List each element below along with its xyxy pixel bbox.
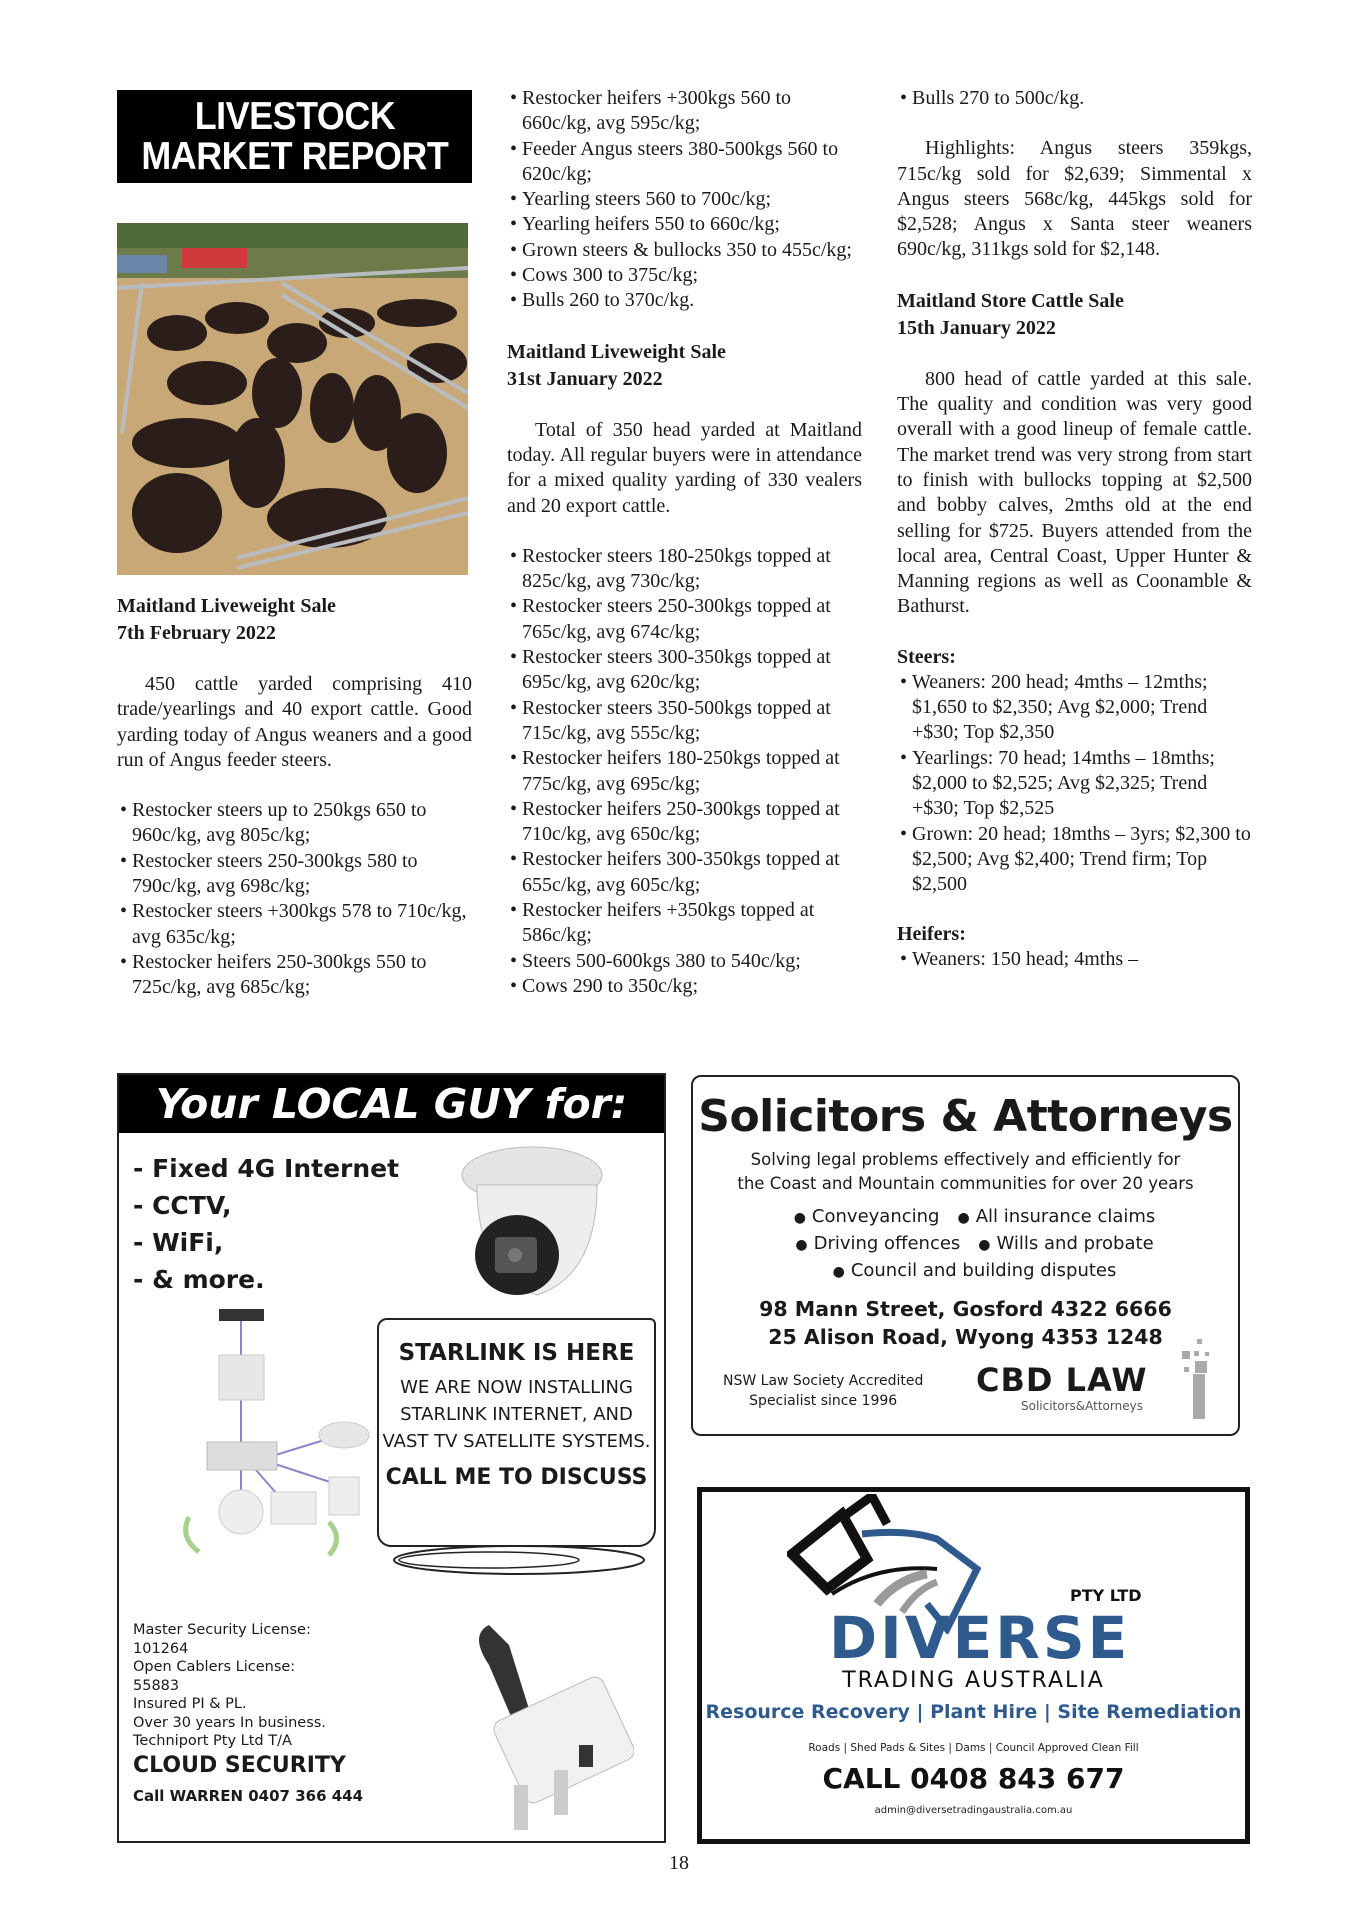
law-address: 98 Mann Street, Gosford 4322 6666 [759,1297,1172,1321]
starlink-body: WE ARE NOW INSTALLING STARLINK INTERNET, AND VAST TV SATELLITE SYSTEMS. [382,1377,651,1452]
license-line: Techniport Pty Ltd T/A [133,1733,292,1749]
sale-date: 7th February 2022 [117,622,276,644]
bullet-icon: ● [795,1237,808,1253]
price-item: • Restocker steers up to 250kgs 650 to 960c/kg, avg 805c/kg; [117,798,472,849]
price-item: • Restocker steers 350-500kgs topped at 715c/kg, avg 555c/kg; [507,696,862,747]
accreditation [723,1371,923,1411]
cbd-law-logo-text: CBD LAW [976,1361,1148,1399]
price-item: • Bulls 270 to 500c/kg. [897,86,1252,111]
price-item: • Restocker heifers 300-350kgs topped at 655c/kg, avg 605c/kg; [507,847,862,898]
service-item: - Fixed 4G Internet [133,1154,400,1183]
sale-summary: 450 cattle yarded comprising 410 trade/yearlings and 40 export cattle. Good yarding today of Angus weaners and a good run of Angus feeder steers. [117,673,472,771]
price-item: • Weaners: 150 head; 4mths – [897,947,1252,972]
bullet-icon: ● [978,1237,991,1253]
law-service: All insurance claims [975,1206,1156,1227]
starlink-callout [377,1318,656,1547]
price-item: • Restocker heifers +300kgs 560 to 660c/kg, avg 595c/kg; [507,86,862,137]
diverse-email: admin@diversetradingaustralia.com.au [874,1805,1073,1816]
cctv-camera-icon [457,1145,607,1305]
diverse-services: Roads | Shed Pads & Sites | Dams | Council Approved Clean Fill [808,1742,1139,1754]
cloud-security-ad [117,1073,666,1843]
price-item: • Restocker heifers 250-300kgs topped at 710c/kg, avg 650c/kg; [507,797,862,848]
price-list [507,544,862,999]
price-item: • Yearling heifers 550 to 660c/kg; [507,212,862,237]
price-item: • Grown steers & bullocks 350 to 455c/kg; [507,238,862,263]
company-name: CLOUD SECURITY [133,1753,346,1778]
law-service: Conveyancing [811,1206,940,1227]
cbd-law-subtext: Solicitors&Attorneys [1021,1399,1143,1413]
law-subtitle-line: Solving legal problems effectively and efficiently for [750,1150,1181,1169]
price-item: • Grown: 20 head; 18mths – 3yrs; $2,300 to $2,500; Avg $2,400; Trend firm; Top $2,500 [897,822,1252,898]
bullet-icon: ● [793,1210,806,1226]
cbd-law-ad [691,1075,1240,1436]
report-column-2 [507,86,862,999]
license-line: Over 30 years In business. [133,1714,326,1731]
price-item: • Steers 500-600kgs 380 to 540c/kg; [507,949,862,974]
page-number: 18 [669,1852,689,1874]
law-subtitle-line: the Coast and Mountain communities for over 20 years [737,1174,1194,1193]
price-item: • Restocker heifers +350kgs topped at 586c/kg; [507,898,862,949]
price-list [897,86,1252,111]
steers-label: Steers: [897,645,956,668]
license-line: 101264 [133,1640,189,1657]
license-line: Insured PI & PL. [133,1696,247,1712]
price-item: • Yearlings: 70 head; 14mths – 18mths; $2,000 to $2,525; Avg $2,325; Trend +$30; Top $2,525 [897,746,1252,822]
license-info [133,1621,326,1751]
service-item: - & more. [133,1265,265,1294]
starlink-title: STARLINK IS HERE [398,1340,635,1366]
law-address: 25 Alison Road, Wyong 4353 1248 [768,1325,1163,1349]
sale-date: 31st January 2022 [507,367,663,390]
license-line: 55883 [133,1677,180,1694]
callout-tail-icon [389,1543,649,1577]
heifers-label: Heifers: [897,923,966,946]
section-title-banner [117,90,472,183]
pty-ltd-label: PTY LTD [1070,1586,1142,1605]
services-list [133,1150,399,1298]
law-title: Solicitors & Attorneys [698,1091,1233,1142]
law-subtitle [693,1148,1238,1196]
price-item: • Restocker steers 180-250kgs topped at 825c/kg, avg 730c/kg; [507,544,862,595]
sale-date: 15th January 2022 [897,316,1056,339]
license-line: Open Cablers License: [133,1659,296,1675]
steers-list [897,670,1252,898]
law-service: Driving offences [813,1233,961,1254]
price-item: • Restocker steers +300kgs 578 to 710c/kg, avg 635c/kg; [117,899,472,950]
title-line-1: LIVESTOCK [194,94,395,138]
report-column-1 [117,593,472,1001]
satellite-antenna-icon [459,1605,634,1835]
sale-heading: Maitland Liveweight Sale [117,595,336,617]
contact-phone: Call WARREN 0407 366 444 [133,1787,364,1805]
starlink-cta: CALL ME TO DISCUSS [385,1465,648,1490]
title-line-2: MARKET REPORT [141,134,448,178]
bullet-icon: ● [957,1210,970,1226]
cbd-law-logo-icon [1177,1339,1217,1419]
sale-summary: Total of 350 head yarded at Maitland today. All regular buyers were in attendance for a mixed quality yarding of 330 vealers and 20 export cattle. [507,418,862,517]
trading-australia-label: TRADING AUSTRALIA [842,1668,1105,1693]
law-service: Wills and probate [996,1233,1154,1254]
diverse-tagline: Resource Recovery | Plant Hire | Site Remediation [705,1701,1242,1723]
report-column-3 [897,86,1252,973]
law-services [693,1204,1238,1285]
price-item: • Restocker heifers 180-250kgs topped at 775c/kg, avg 695c/kg; [507,746,862,797]
bullet-icon: ● [832,1264,845,1280]
heifers-list [897,947,1252,972]
diverse-phone: CALL 0408 843 677 [822,1762,1125,1795]
law-addresses [693,1295,1238,1351]
network-diagram-icon [139,1307,379,1557]
price-list [117,798,472,1000]
price-item: • Weaners: 200 head; 4mths – 12mths; $1,650 to $2,350; Avg $2,000; Trend +$30; Top $2,350 [897,670,1252,746]
accreditation-line: Specialist since 1996 [749,1393,898,1409]
price-item: • Yearling steers 560 to 700c/kg; [507,187,862,212]
law-service: Council and building disputes [850,1260,1117,1281]
price-item: • Cows 290 to 350c/kg; [507,974,862,999]
price-item: • Restocker heifers 250-300kgs 550 to 725c/kg, avg 685c/kg; [117,950,472,1001]
sale-heading: Maitland Liveweight Sale [507,340,726,363]
license-line: Master Security License: [133,1622,311,1638]
cattle-photo-illustration [117,223,468,575]
ad-headline: Your LOCAL GUY for: [119,1075,664,1133]
sale-summary: 800 head of cattle yarded at this sale. The quality and condition was very good overall with a good lineup of female cattle. The market trend was very strong from start to finish with bullocks topping at $2,500 and bobby calves, 2mths old at the end selling for $725. Buyers attended from the local area, Central Coast, Upper Hunter & Manning regions as well as Coonamble & Bathurst. [897,367,1252,618]
service-item: - WiFi, [133,1228,224,1257]
sale-highlights: Highlights: Angus steers 359kgs, 715c/kg sold for $2,639; Simmental x Angus steers 568c/kg, 445kgs sold for $2,528; Angus x Santa steer weaners 690c/kg, 311kgs sold for $2,148. [897,137,1252,261]
sale-heading: Maitland Store Cattle Sale [897,289,1124,312]
price-item: • Restocker steers 300-350kgs topped at 695c/kg, avg 620c/kg; [507,645,862,696]
price-item: • Bulls 260 to 370c/kg. [507,288,862,313]
diverse-logo-text: DIVERSE [829,1604,1131,1672]
accreditation-line: NSW Law Society Accredited [723,1373,924,1389]
cattle-yard-photo [117,223,468,575]
service-item: - CCTV, [133,1191,232,1220]
price-item: • Cows 300 to 375c/kg; [507,263,862,288]
price-item: • Restocker steers 250-300kgs 580 to 790c/kg, avg 698c/kg; [117,849,472,900]
price-item: • Restocker steers 250-300kgs topped at 765c/kg, avg 674c/kg; [507,594,862,645]
diverse-trading-ad [697,1487,1250,1844]
price-item: • Feeder Angus steers 380-500kgs 560 to 620c/kg; [507,137,862,188]
price-list [507,86,862,314]
